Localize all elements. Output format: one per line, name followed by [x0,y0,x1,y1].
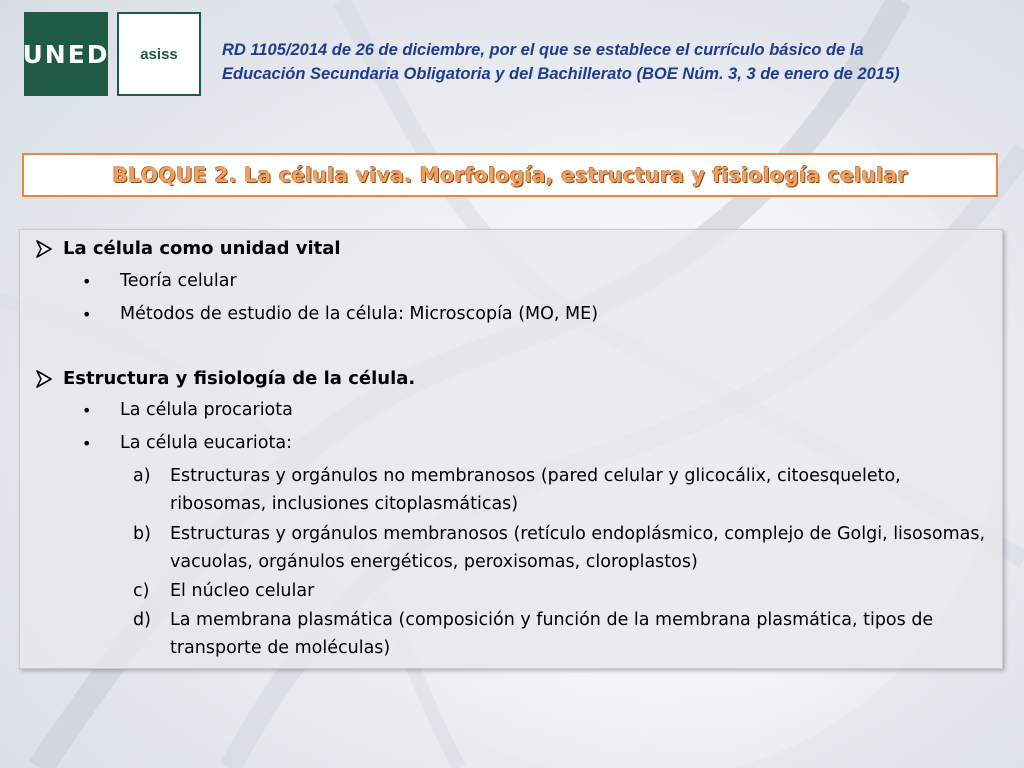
lettered-item-text: Estructuras y orgánulos membranosos (retículo endoplásmico, complejo de Golgi, lisosomas, vacuolas, orgánulos energéticos, peroxisomas, cloroplastos) [170,524,986,572]
list-item [82,304,598,324]
section-heading-text: Estructura y fisiología de la célula. [63,368,416,389]
lettered-item-text: Estructuras y orgánulos no membranosos (pared celular y glicocálix, citoesqueleto, ribosomas, inclusiones citoplasmáticas) [170,466,901,514]
list-item-text: Métodos de estudio de la célula: Microscopía (MO, ME) [120,304,599,324]
lettered-item-text: El núcleo celular [170,581,315,601]
arrow-bullet-icon [34,239,54,259]
list-item [82,271,237,291]
list-item-text: La célula eucariota: [120,433,292,453]
content-panel [19,229,1003,669]
lettered-item-marker: b) [133,524,151,544]
uned-logo [24,12,108,96]
section-heading-text: La célula como unidad vital [63,238,341,259]
block-title: BLOQUE 2. La célula viva. Morfología, estructura y fisiología celular [112,163,908,187]
list-item [82,400,293,420]
list-item-text: La célula procariota [120,400,293,420]
lettered-item-text: La membrana plasmática (composición y función de la membrana plasmática, tipos de transporte de moléculas) [170,610,934,658]
list-item-text: Teoría celular [120,271,237,291]
list-item [82,433,292,453]
header-reference [222,38,1002,86]
section-heading [34,368,415,389]
bullet-dot-icon: • [82,304,92,324]
asiss-logo-text: asiss [140,45,178,63]
header-line-1: RD 1105/2014 de 26 de diciembre, por el que se establece el currículo básico de la [222,41,864,59]
arrow-bullet-icon [34,369,54,389]
lettered-item-marker: d) [133,610,151,630]
block-title-box [22,153,998,197]
bullet-dot-icon: • [82,433,92,453]
lettered-item [133,577,993,605]
lettered-item [133,606,993,662]
lettered-item [133,462,993,518]
lettered-item-marker: c) [133,581,150,601]
header-line-2: Educación Secundaria Obligatoria y del Bachillerato (BOE Núm. 3, 3 de enero de 2015) [222,65,900,83]
lettered-item [133,520,993,576]
section-heading [34,238,341,259]
asiss-logo [117,12,201,96]
uned-logo-text: UNED [22,39,110,69]
bullet-dot-icon: • [82,271,92,291]
lettered-item-marker: a) [133,466,151,486]
bullet-dot-icon: • [82,400,92,420]
